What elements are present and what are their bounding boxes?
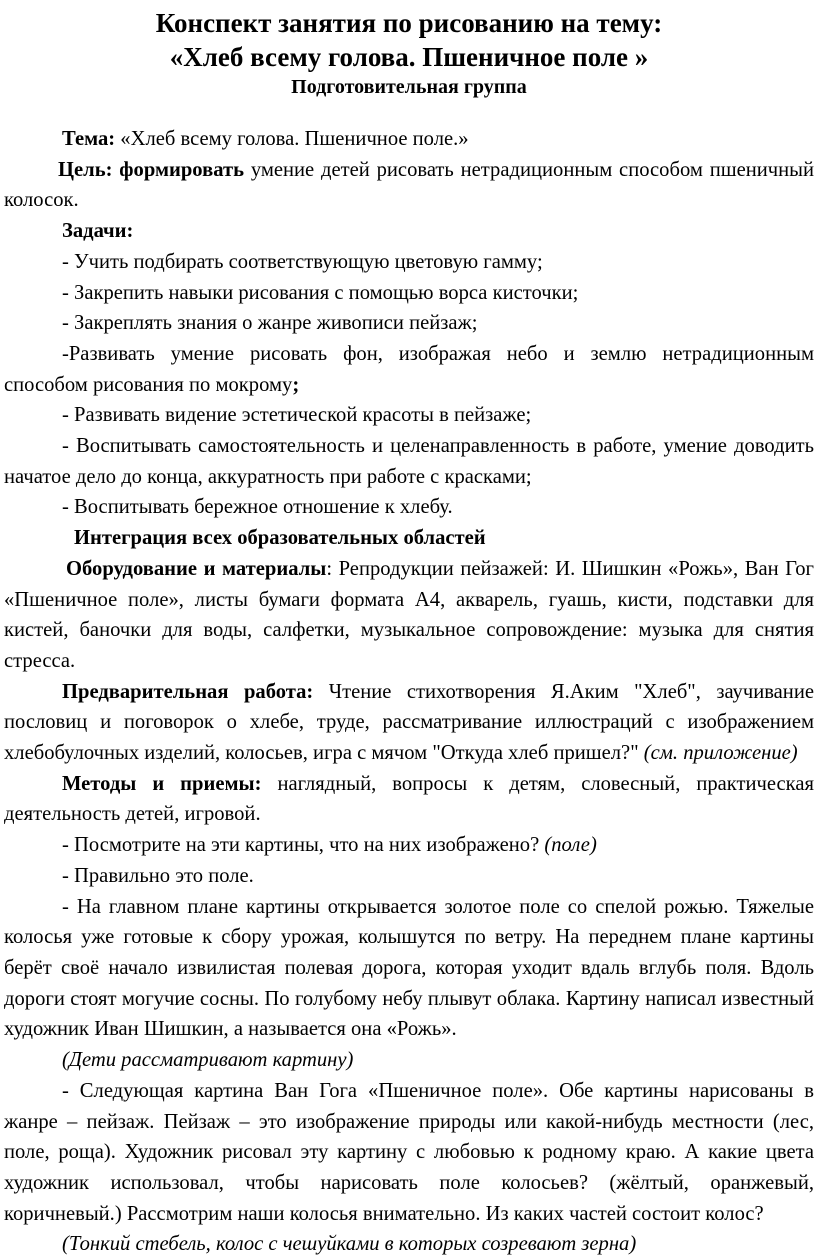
task-item: - Учить подбирать соответствующую цветовую гамму; [62, 250, 543, 273]
goal-text: умение детей рисовать нетрадиционным способом пшеничный колосок. [4, 158, 814, 212]
task-item: - Воспитывать самостоятельность и целенаправленность в работе, умение доводить начатое дело до конца, аккуратность при работе с красками; [4, 435, 814, 488]
dialogue-answer: (поле) [544, 834, 597, 857]
task-item [4, 339, 814, 400]
dialogue-line: - Правильно это поле. [62, 864, 254, 887]
integration-heading: Интеграция всех образовательных областей [74, 527, 486, 550]
goal-label: Цель: формировать [58, 158, 244, 181]
task-item: - Закрепить навыки рисования с помощью ворса кисточки; [62, 281, 579, 304]
preparation-paragraph [4, 677, 814, 769]
task-item: - Закреплять знания о жанре живописи пейзаж; [62, 312, 478, 335]
dialogue-line [4, 830, 814, 861]
dialogue-note: (Дети рассматривают картину) [62, 1049, 354, 1072]
methods-text: наглядный, вопросы к детям, словесный, практическая деятельность детей, игровой. [4, 772, 814, 826]
methods-paragraph [4, 769, 814, 830]
tasks-heading: Задачи: [62, 220, 134, 243]
task-item: - Воспитывать бережное отношение к хлебу. [62, 496, 453, 519]
preparation-text: Чтение стихотворения Я.Аким "Хлеб", заучивание пословиц и поговорок о хлебе, труде, рассматривание иллюстраций с изображением хлебобулочных изделий, колосьев, игра с мячом "Откуда хлеб пришел?" [4, 680, 814, 765]
goal-paragraph [4, 155, 814, 216]
theme-paragraph [4, 124, 814, 155]
dialogue-question: - Посмотрите на эти картины, что на них изображено? [62, 834, 545, 857]
document-title-line2: «Хлеб всему голова. Пшеничное поле » [169, 42, 649, 72]
document-title-line1: Конспект занятия по рисованию на тему: [155, 8, 663, 38]
theme-label: Тема: [62, 128, 116, 150]
task-item: - Развивать видение эстетической красоты в пейзаже; [62, 404, 532, 427]
task-item-end: ; [292, 373, 300, 396]
preparation-label: Предварительная работа: [62, 680, 314, 703]
equipment-paragraph [4, 554, 814, 677]
preparation-note: (см. приложение) [643, 742, 798, 765]
dialogue-paragraph: - На главном плане картины открывается золотое поле со спелой рожью. Тяжелые колосья уже готовые к сбору урожая, колышутся по ветру. На переднем плане картины берёт своё начало извилистая полевая дорога, которая уходит вдаль вглубь поля. Вдоль дороги стоят могучие сосны. По голубому небу плывут облака. Картину написал известный художник Иван Шишкин, а называется она «Рожь». [4, 895, 814, 1041]
equipment-label: Оборудование и материалы [66, 557, 327, 580]
dialogue-paragraph: - Следующая картина Ван Гога «Пшеничное поле». Обе картины нарисованы в жанре – пейзаж. Пейзаж – это изображение природы или какой-нибудь местности (лес, поле, роща). Художник рисовал эту картину с любовью к родному краю. А какие цвета художник использовал, чтобы нарисовать поле колосьев? (жёлтый, оранжевый, коричневый.) Рассмотрим наши колосья внимательно. Из каких частей состоит колос? [4, 1079, 814, 1225]
dialogue-note: (Тонкий стебель, колос с чешуйками в которых созревают зерна) [62, 1233, 637, 1256]
theme-text: «Хлеб всему голова. Пшеничное поле.» [115, 128, 469, 150]
group-label: Подготовительная группа [291, 76, 527, 98]
equipment-text: : Репродукции пейзажей: И. Шишкин «Рожь», Ван Гог «Пшеничное поле», листы бумаги формата А4, акварель, гуашь, кисти, подставки для кистей, баночки для воды, салфетки, музыкальное сопровождение: музыка для снятия стресса. [4, 557, 814, 672]
task-item-text: -Развивать умение рисовать фон, изображая небо и землю нетрадиционным способом рисования по мокрому [4, 342, 814, 396]
methods-label: Методы и приемы: [62, 772, 262, 795]
document-page [4, 6, 814, 1260]
